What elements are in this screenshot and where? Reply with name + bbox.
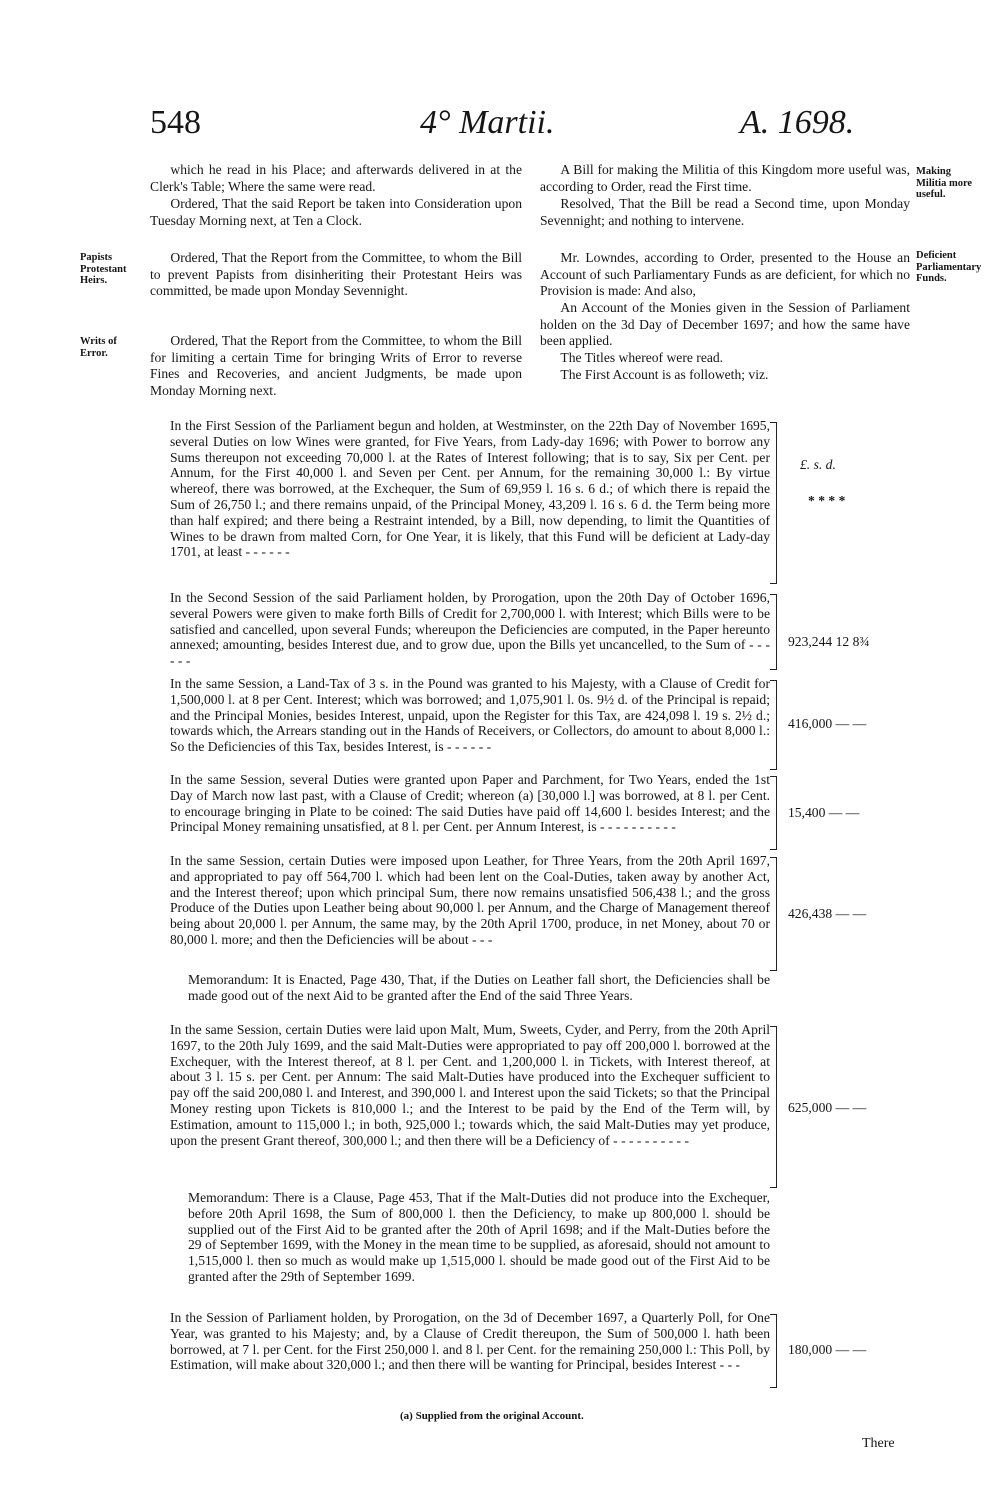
brace-5: [770, 857, 777, 971]
right-para-2: Resolved, That the Bill be read a Second time, upon Monday Sevennight; and nothing to intervene.: [540, 196, 910, 228]
ornament-stars: * * * *: [808, 493, 846, 508]
left-para-4: Ordered, That the Report from the Committee, to whom the Bill for limiting a certain Time for bringing Writs of Error to reverse Fines and Recoveries, and ancient Judgments, be made upon Monday Morning next.: [150, 333, 522, 398]
page-year-heading: A. 1698.: [740, 104, 855, 141]
account-item-4: In the same Session, several Duties were granted upon Paper and Parchment, for Two Years, ended the 1st Day of March now last past, with a Clause of Credit; whereon (a) [30,000 l.] was borrowed, at 8 l. per Cent. to encourage bringing in Plate to be coined: The said Duties have paid off 14,600 l. besides Interest; and the Principal Money remaining unsatisfied, at 8 l. per Cent. per Annum Interest, is - - - - - - - - - -: [170, 772, 770, 835]
left-para-3: Ordered, That the Report from the Committee, to whom the Bill to prevent Papists from disinheriting their Protestant Heirs was committed, be made upon Monday Sevennight.: [150, 250, 522, 299]
account-item-5: In the same Session, certain Duties were imposed upon Leather, for Three Years, from the 20th April 1697, and appropriated to pay off 564,700 l. which had been lent on the Coal-Duties, taken away by another Act, and the Interest thereof; upon which principal Sum, there now remains unsatisfied 506,438 l.; and the gross Produce of the Duties upon Leather being about 90,000 l. per Annum, and the Charge of Management thereof being about 20,000 l. per Annum, the same may, by the 20th April 1700, produce, in net Money, about 70 or 80,000 l. more; and then the Deficiencies will be about - - -: [170, 853, 770, 947]
brace-2: [770, 594, 777, 670]
column-headings: £. s. d.: [800, 457, 836, 472]
amount-6: 625,000 — —: [788, 1100, 867, 1115]
brace-7: [770, 1314, 777, 1388]
amount-4: 15,400 — —: [788, 805, 860, 820]
right-para-4: An Account of the Monies given in the Session of Parliament holden on the 3d Day of December 1697; and how the same have been applied.: [540, 300, 910, 349]
account-item-3: In the same Session, a Land-Tax of 3 s. in the Pound was granted to his Majesty, with a Clause of Credit for 1,500,000 l. at 8 per Cent. Interest; which was borrowed; and 1,075,901 l. 0s. 9½ d. of the Principal is repaid; and the Principal Monies, besides Interest, unpaid, upon the Register for this Tax, are 424,098 l. 19 s. 2½ d.; towards which, the Arrears standing out in the Hands of Receivers, or Collectors, do amount to about 8,000 l.: So the Deficiencies of this Tax, besides Interest, is - - - - - -: [170, 676, 770, 755]
account-item-2: In the Second Session of the said Parliament holden, by Prorogation, upon the 20th Day of October 1696, several Powers were given to make forth Bills of Credit for 2,700,000 l. with Interest; which Bills were to be satisfied and cancelled, upon several Funds; whereupon the Deficiencies are computed, in the Paper hereunto annexed; amounting, besides Interest due, and to grow due, upon the Bills yet uncancelled, to the Sum of - - - - - -: [170, 590, 770, 669]
memorandum-2: Memorandum: There is a Clause, Page 453, That if the Malt-Duties did not produce into the Exchequer, before 20th April 1698, the Sum of 800,000 l. then the Deficiency, to make up 800,000 l. should be supplied out of the First Aid to be granted after the 20th of April 1698; and if the Malt-Duties before the 29 of September 1699, with the Money in the mean time to be supplied, as aforesaid, should not amount to 1,515,000 l. then so much as would make up 1,515,000 l. should be made good out of the First Aid to be granted after the 29th of September 1699.: [188, 1190, 770, 1284]
right-para-6: The First Account is as followeth; viz.: [560, 367, 769, 382]
account-item-1: In the First Session of the Parliament begun and holden, at Westminster, on the 22th Day of November 1695, several Duties on low Wines were granted, for Five Years, from Lady-day 1696; with Power to borrow any Sums thereupon not exceeding 70,000 l. at the Rates of Interest following; that is to say, Six per Cent. per Annum, for the First 40,000 l. and Seven per Cent. per Annum, for the remaining 30,000 l.: By virtue whereof, there was borrowed, at the Exchequer, the Sum of 69,959 l. 16 s. 6 d.; of which there is repaid the Sum of 26,750 l.; and there remains unpaid, of the Principal Money, 43,209 l. 16 s. 6 d. the Term being more than half expired; and there being a Restraint intended, by a Bill, now depending, to limit the Quantities of Wines to be drawn from malted Corn, for One Year, it is likely, that this Fund will be deficient at Lady-day 1701, at least - - - - - -: [170, 418, 770, 560]
left-para-2: Ordered, That the said Report be taken into Consideration upon Tuesday Morning next, at Ten a Clock.: [150, 196, 522, 228]
memorandum-1: Memorandum: It is Enacted, Page 430, That, if the Duties on Leather fall short, the Deficiencies shall be made good out of the next Aid to be granted after the End of the said Three Years.: [188, 972, 770, 1003]
margin-note-writs: Writs of Error.: [80, 336, 117, 359]
margin-note-militia: Making Militia more useful.: [916, 166, 973, 200]
amount-7: 180,000 — —: [788, 1342, 867, 1357]
page-date-heading: 4° Martii.: [420, 104, 555, 141]
catchword: There: [862, 1436, 895, 1451]
margin-note-papists: Papists Protestant Heirs.: [80, 252, 127, 286]
brace-6: [770, 1026, 777, 1188]
amount-3: 416,000 — —: [788, 716, 867, 731]
left-para-1: which he read in his Place; and afterwards delivered in at the Clerk's Table; Where the same were read.: [150, 162, 522, 194]
brace-4: [770, 776, 777, 850]
brace-3: [770, 680, 777, 770]
brace-1: [770, 422, 777, 584]
amount-5: 426,438 — —: [788, 906, 867, 921]
footnote: (a) Supplied from the original Account.: [400, 1410, 584, 1422]
amount-2: 923,244 12 8¾: [788, 634, 870, 649]
right-para-3: Mr. Lowndes, according to Order, presented to the House an Account of such Parliamentary Funds as are deficient, for which no Provision is made: And also,: [540, 250, 910, 299]
margin-note-deficient: Deficient Parliamentary Funds.: [916, 250, 982, 284]
account-item-7: In the Session of Parliament holden, by Prorogation, on the 3d of December 1697, a Quarterly Poll, for One Year, was granted to his Majesty; and, by a Clause of Credit thereupon, the Sum of 500,000 l. hath been borrowed, at 7 l. per Cent. for the First 250,000 l. and 8 l. per Cent. for the remaining 250,000 l.: This Poll, by Estimation, will make about 320,000 l.; and then there will be wanting for Principal, besides Interest - - -: [170, 1310, 770, 1373]
right-para-1: A Bill for making the Militia of this Kingdom more useful was, according to Order, read the First time.: [540, 162, 910, 194]
account-item-6: In the same Session, certain Duties were laid upon Malt, Mum, Sweets, Cyder, and Perry, from the 20th April 1697, to the 20th July 1699, and the said Malt-Duties were appropriated to pay off 200,000 l. borrowed at the Exchequer, with the Interest thereof, at 8 l. per Cent. and 1,200,000 l. in Tickets, with Interest thereof, at about 3 l. 15 s. per Cent. per Annum: The said Malt-Duties have produced into the Exchequer sufficient to pay off the said 200,080 l. and Interest, and 390,000 l. and Interest upon the said Tickets; so that the Principal Money resting upon Tickets is 810,000 l.; and the Interest to be paid by the End of the Term will, by Estimation, amount to 115,000 l.; in both, 925,000 l.; towards which, the said Malt-Duties may yet produce, upon the present Grant thereof, 300,000 l.; and then there will be a Deficiency of - - - - - - - - - -: [170, 1022, 770, 1148]
right-para-5: The Titles whereof were read.: [560, 350, 724, 365]
page-number: 548: [150, 104, 201, 141]
